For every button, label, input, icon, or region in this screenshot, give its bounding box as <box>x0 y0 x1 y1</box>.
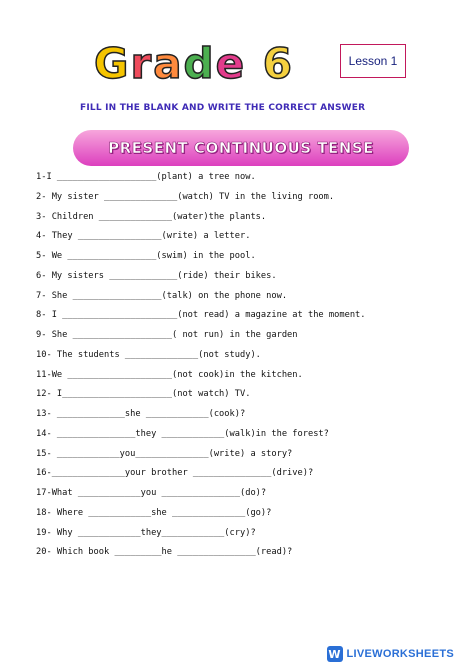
worksheet-title <box>94 38 294 90</box>
exercise-item: 3- Children ______________(water)the plants. <box>36 211 267 222</box>
exercise-item: 17-What ____________you _______________(do)? <box>36 488 267 498</box>
title-letter: G <box>94 39 131 88</box>
title-letter <box>246 39 263 88</box>
title-letter: 6 <box>262 39 294 88</box>
liveworksheets-logo-icon: W <box>328 647 341 661</box>
exercise-item: 4- They ________________(write) a letter. <box>36 231 251 242</box>
title-letter: d <box>183 39 216 88</box>
exercise-item: 2- My sister ______________(watch) TV in the living room. <box>36 191 335 202</box>
exercise-item: 15- ____________you______________(write) a story? <box>36 448 293 459</box>
title-letter: r <box>130 39 154 88</box>
exercise-list <box>36 168 436 563</box>
footer-brand-text: LIVEWORKSHEETS <box>346 648 454 660</box>
exercise-item: 8- I ______________________(not read) a magazine at the moment. <box>36 310 366 321</box>
exercise-item: 20- Which book _________he _______________(read)? <box>36 547 293 558</box>
exercise-item: 16-______________your brother _______________(drive)? <box>36 468 314 479</box>
instruction-text: FILL IN THE BLANK AND WRITE THE CORRECT ANSWER <box>80 103 366 113</box>
title-letter: e <box>215 39 247 88</box>
title-letter: a <box>153 39 184 88</box>
exercise-item: 9- She ___________________( not run) in the garden <box>36 330 298 340</box>
exercise-item: 6- My sisters _____________(ride) their bikes. <box>36 270 277 281</box>
lesson-label: Lesson 1 <box>340 44 406 78</box>
exercise-item: 18- Where ____________she ______________(go)? <box>36 507 272 518</box>
exercise-item: 12- I_____________________(not watch) TV. <box>36 389 251 400</box>
exercise-item: 1-I ___________________(plant) a tree now. <box>36 172 256 182</box>
exercise-item: 7- She _________________(talk) on the phone now. <box>36 290 288 301</box>
topic-banner: PRESENT CONTINUOUS TENSE <box>73 130 409 166</box>
exercise-item: 19- Why ____________they____________(cry)? <box>36 527 256 538</box>
exercise-item: 11-We ____________________(not cook)in the kitchen. <box>36 369 303 380</box>
exercise-item: 5- We _________________(swim) in the pool. <box>36 251 256 261</box>
exercise-item: 10- The students ______________(not study). <box>36 349 261 360</box>
footer-branding <box>327 645 455 663</box>
exercise-item: 13- _____________she ____________(cook)? <box>36 409 246 419</box>
exercise-item: 14- _______________they ____________(walk)in the forest? <box>36 428 329 439</box>
